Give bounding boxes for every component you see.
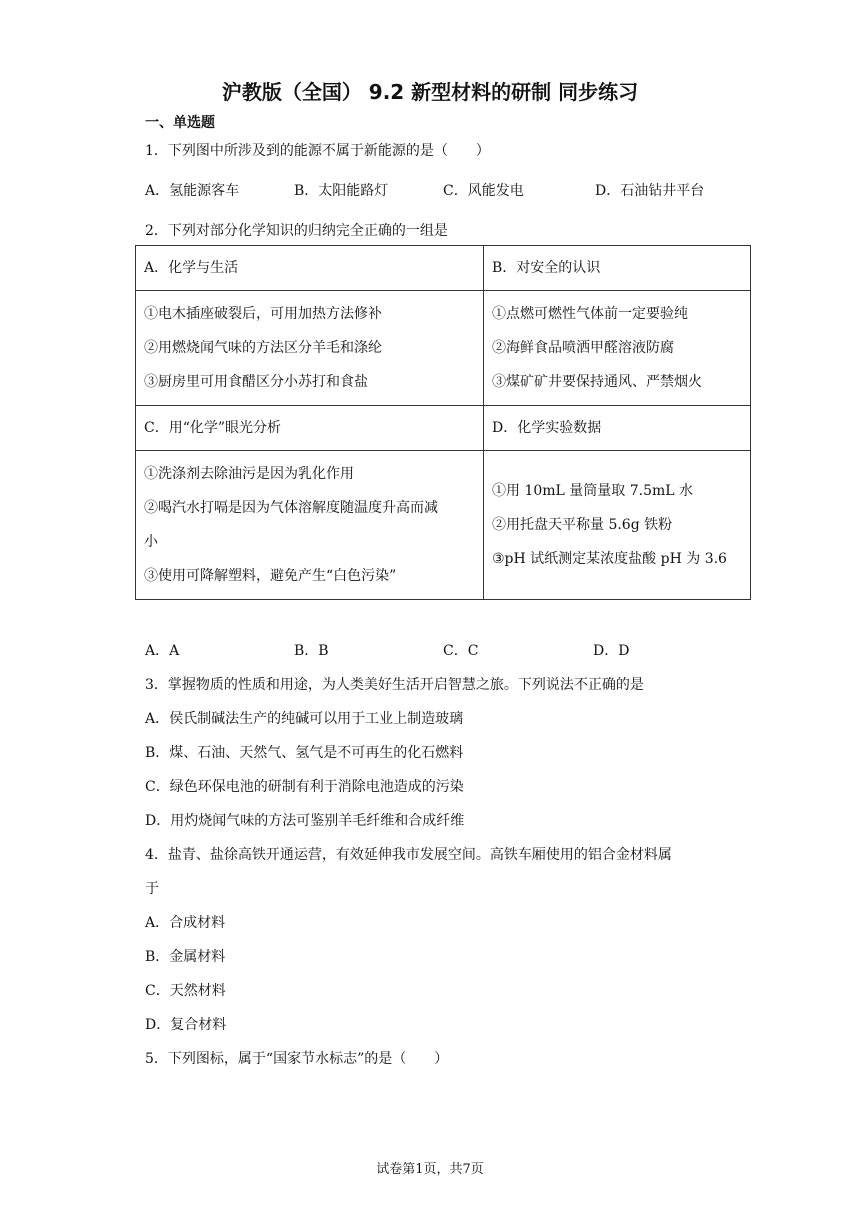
q1-option-c[interactable]: C．风能发电 (443, 183, 524, 199)
q3-stem: 3．掌握物质的性质和用途，为人类美好生活开启智慧之旅。下列说法不正确的是 (145, 677, 644, 693)
table-d-head: D．化学实验数据 (484, 406, 751, 451)
q2-option-c[interactable]: C．C (443, 643, 479, 659)
q3-option-c[interactable]: C．绿色环保电池的研制有利于消除电池造成的污染 (145, 779, 464, 795)
section-heading: 一、单选题 (145, 115, 215, 131)
table-a-item: ①电木插座破裂后，可用加热方法修补 (144, 306, 382, 322)
q4-option-d[interactable]: D．复合材料 (145, 1017, 227, 1033)
q1-option-a[interactable]: A．氢能源客车 (145, 183, 240, 199)
q3-option-b[interactable]: B．煤、石油、天然气、氢气是不可再生的化石燃料 (145, 745, 464, 761)
page-title: 沪教版（全国） 9.2 新型材料的研制 同步练习 (221, 80, 639, 104)
table-b-item: ①点燃可燃性气体前一定要验纯 (492, 306, 688, 322)
q4-option-c[interactable]: C．天然材料 (145, 983, 226, 999)
table-c-item: ③使用可降解塑料，避免产生“白色污染” (144, 568, 397, 584)
table-d-items (484, 451, 751, 600)
table-a-item: ②用燃烧闻气味的方法区分羊毛和涤纶 (144, 340, 382, 356)
q2-option-b[interactable]: B．B (294, 643, 329, 659)
q3-option-d[interactable]: D．用灼烧闻气味的方法可鉴别羊毛纤维和合成纤维 (145, 813, 465, 829)
table-c-item: ②喝汽水打嗝是因为气体溶解度随温度升高而减 (144, 500, 438, 516)
q2-stem: 2．下列对部分化学知识的归纳完全正确的一组是 (145, 223, 448, 239)
q5-stem: 5．下列图标，属于“国家节水标志”的是（ ） (145, 1051, 449, 1067)
table-c-items (136, 451, 484, 600)
q2-knowledge-table (135, 245, 751, 600)
table-c-item: ①洗涤剂去除油污是因为乳化作用 (144, 466, 354, 482)
q3-option-a[interactable]: A．侯氏制碱法生产的纯碱可以用于工业上制造玻璃 (145, 711, 464, 727)
table-a-items (136, 291, 484, 406)
q1-option-b[interactable]: B．太阳能路灯 (294, 183, 389, 199)
q4-stem-continued: 于 (145, 881, 159, 897)
table-c-item: 小 (144, 534, 158, 550)
table-a-item: ③厨房里可用食醋区分小苏打和食盐 (144, 374, 368, 390)
q1-stem: 1．下列图中所涉及到的能源不属于新能源的是（ ） (145, 143, 490, 159)
q4-stem: 4．盐青、盐徐高铁开通运营，有效延伸我市发展空间。高铁车厢使用的铝合金材料属 (145, 847, 672, 863)
table-b-head: B．对安全的认识 (484, 246, 751, 291)
q4-option-b[interactable]: B．金属材料 (145, 949, 226, 965)
q2-option-a[interactable]: A．A (145, 643, 180, 659)
table-c-head: C．用“化学”眼光分析 (136, 406, 484, 451)
page-footer: 试卷第1页，共7页 (376, 1162, 484, 1177)
table-d-item: ②用托盘天平称量 5.6g 铁粉 (492, 517, 673, 533)
q1-option-d[interactable]: D．石油钻井平台 (595, 183, 705, 199)
table-d-item: ③pH 试纸测定某浓度盐酸 pH 为 3.6 (492, 551, 727, 567)
table-b-item: ③煤矿矿井要保持通风、严禁烟火 (492, 374, 702, 390)
q4-option-a[interactable]: A．合成材料 (145, 915, 226, 931)
table-a-head: A．化学与生活 (136, 246, 484, 291)
q2-option-d[interactable]: D．D (593, 643, 630, 659)
table-b-items (484, 291, 751, 406)
table-b-item: ②海鲜食品喷洒甲醛溶液防腐 (492, 340, 674, 356)
table-d-item: ①用 10mL 量筒量取 7.5mL 水 (492, 483, 694, 499)
